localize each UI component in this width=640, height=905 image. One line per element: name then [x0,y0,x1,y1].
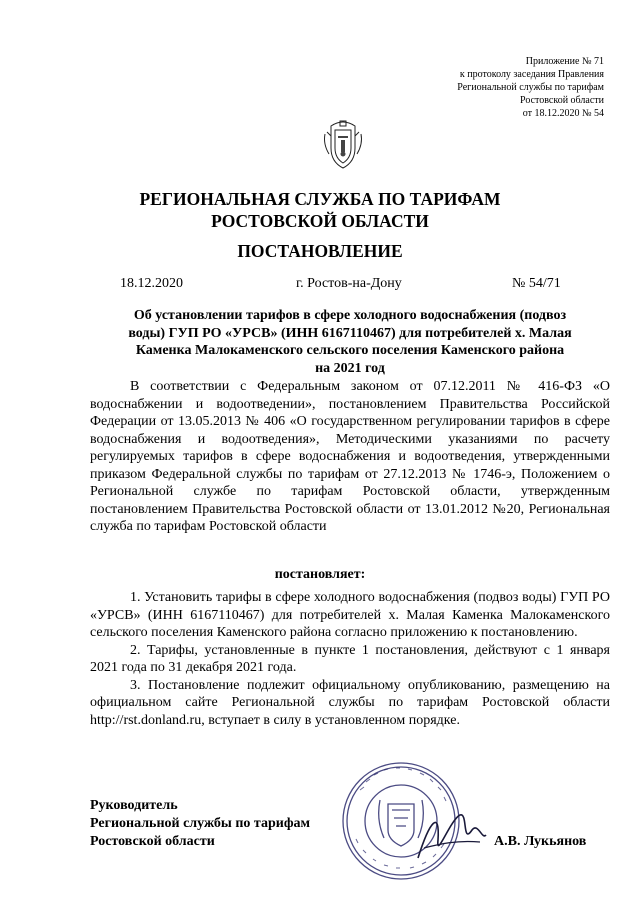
document-type: ПОСТАНОВЛЕНИЕ [237,241,403,261]
document-date: 18.12.2020 [120,276,183,291]
appendix-line: Приложение № 71 [525,56,604,67]
signer-position-line: Ростовской области [90,834,215,849]
signer-position-line: Руководитель [90,798,178,813]
appendix-line: Ростовской области [520,95,604,106]
coat-of-arms-emblem-icon [321,120,365,170]
subject-line: Каменка Малокаменского сельского поселения Каменского района [135,343,565,358]
document-number: № 54/71 [512,276,561,291]
subject-line: на 2021 год [315,360,385,376]
document-place: г. Ростов-на-Дону [296,276,402,291]
resolve-heading: постановляет: [274,567,366,582]
organization-title [0,188,640,232]
preamble-paragraph: В соответствии с Федеральным законом от 07.12.2011 № 416-ФЗ «О водоснабжении и водоотведении», постановлением Правительства Российской Федерации от 13.05.2013 № 406 «О государственном регулировании тарифов в сфере водоснабжения и водоотведения», Методическими указаниями по расчету регулируемых тарифов в сфере водоснабжения и водоотведения, утвержденными приказом Федеральной службы по тарифам от 27.12.2013 № 1746-э, Положением о Региональной службе по тарифам Ростовской области, утвержденным постановлением Правительства Ростовской области от 13.01.2012 №20, Региональная служба по тарифам Ростовской области [90,379,610,534]
resolution-point: 3. Постановление подлежит официальному опубликованию, размещению на официальном сайте Региональной службы по тарифам Ростовской области http://rst.donland.ru, вступает в силу в установленном порядке. [90,677,610,728]
subject-line: Об установлении тарифов в сфере холодного водоснабжения (подвоз [133,308,567,323]
handwritten-signature-icon [410,800,490,870]
resolution-point: 1. Установить тарифы в сфере холодного водоснабжения (подвоз воды) ГУП РО «УРСВ» (ИНН 6167110467) для потребителей х. Малая Каменка Малокаменского сельского поселения Каменского района согласно приложению к постановлению. [90,590,610,640]
signer-name: А.В. Лукьянов [494,834,587,849]
signer-position-line: Региональной службы по тарифам [90,816,311,831]
appendix-line: к протоколу заседания Правления [459,69,604,80]
resolution-point: 2. Тарифы, установленные в пункте 1 постановления, действуют с 1 января 2021 года по 31 декабря 2021 года. [90,642,610,675]
org-title-line: РЕГИОНАЛЬНАЯ СЛУЖБА ПО ТАРИФАМ [139,189,501,209]
appendix-note [457,55,604,120]
appendix-line: от 18.12.2020 № 54 [522,108,604,119]
resolution-points [90,589,610,729]
subject-line: воды) ГУП РО «УРСВ» (ИНН 6167110467) для потребителей х. Малая [128,325,572,341]
appendix-line: Региональной службы по тарифам [457,82,604,93]
org-title-line: РОСТОВСКОЙ ОБЛАСТИ [211,211,429,231]
document-subject [110,307,590,377]
signer-block [90,797,310,851]
